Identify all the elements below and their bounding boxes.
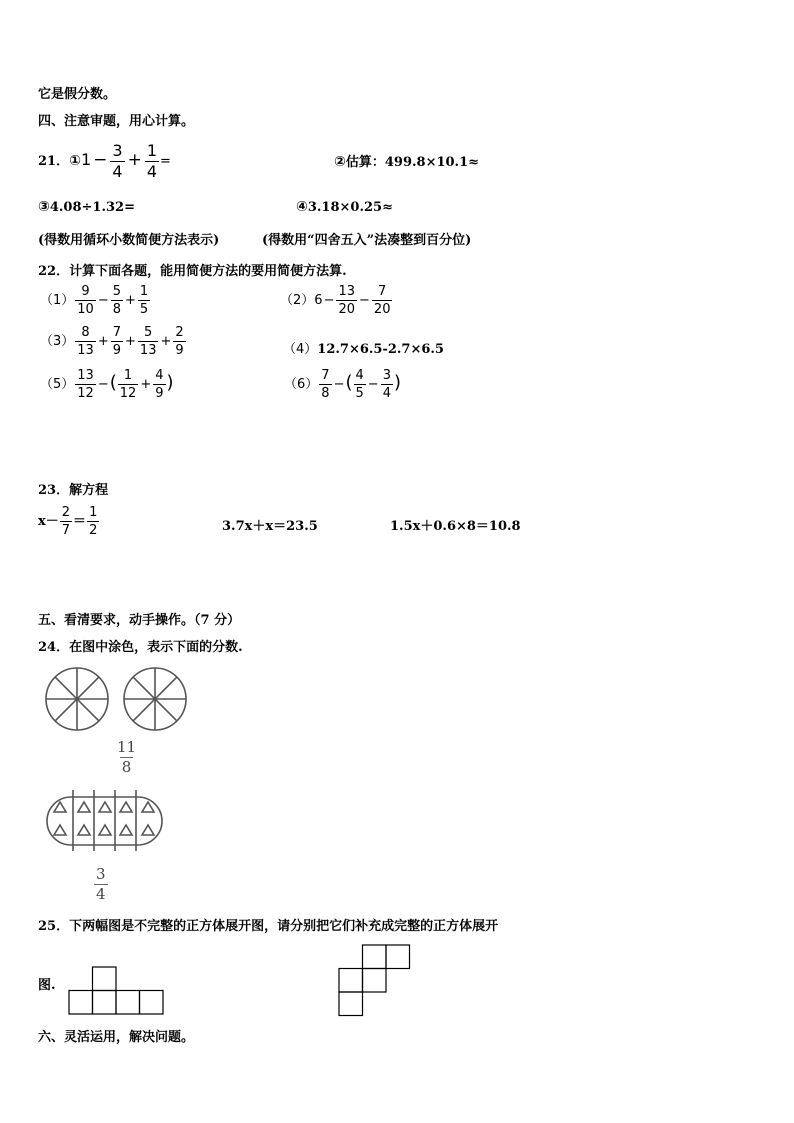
oval-triangle-figure — [46, 789, 164, 855]
numerator: 2 — [61, 505, 71, 520]
denominator: 4 — [146, 162, 158, 181]
q25-title: 25．下两幅图是不完整的正方体展开图，请分别把它们补充成完整的正方体展开 — [38, 919, 499, 934]
minus-sign: − — [93, 150, 108, 170]
q24-fraction-1 — [114, 740, 139, 775]
close-paren: ) — [166, 372, 174, 393]
close-paren: ) — [393, 372, 401, 393]
denominator: 12 — [119, 386, 137, 401]
q21-b — [334, 151, 479, 170]
denominator: 13 — [139, 343, 157, 358]
fraction — [87, 506, 99, 537]
numerator: 7 — [112, 325, 122, 340]
numerator: 3 — [112, 141, 123, 160]
q21-d-text: 3.18×0.25≈ — [307, 200, 393, 215]
open-paren: ( — [109, 372, 117, 393]
fraction — [111, 326, 123, 357]
q21-a-lead: 1 — [80, 150, 92, 169]
problem-label: （1） — [40, 293, 75, 308]
fraction — [75, 369, 96, 400]
numerator: 1 — [139, 284, 149, 299]
open-paren: ( — [345, 372, 353, 393]
q22-problem-1 — [40, 285, 151, 316]
denominator: 5 — [355, 386, 364, 401]
denominator: 9 — [112, 343, 122, 358]
minus-sign: − — [359, 293, 370, 308]
plus-sign: + — [160, 334, 172, 349]
q23-equation-2: 3.7x＋x＝23.5 — [222, 519, 318, 534]
denominator: 4 — [382, 386, 391, 401]
q22-problem-4 — [283, 338, 444, 357]
numerator: 5 — [112, 284, 122, 299]
fraction — [75, 326, 96, 357]
problem-label: （4） — [283, 342, 318, 357]
fraction — [138, 326, 159, 357]
minus-sign: − — [97, 377, 109, 392]
section-4-title: 四、注意审题，用心计算。 — [38, 114, 195, 129]
denominator: 4 — [96, 885, 106, 903]
numerator: 4 — [355, 368, 364, 383]
denominator: 12 — [77, 386, 94, 401]
circled-1: ① — [69, 153, 81, 169]
fraction — [381, 369, 393, 400]
numerator: 7 — [378, 284, 387, 299]
q21-number: 21． — [38, 154, 70, 169]
denominator: 5 — [139, 302, 149, 317]
q22-problem-6 — [284, 369, 401, 400]
q23-equation-3: 1.5x＋0.6×8＝10.8 — [390, 519, 521, 534]
equation-lead: x－ — [38, 514, 59, 529]
minus-sign: − — [97, 293, 109, 308]
numerator: 1 — [123, 368, 133, 383]
problem-label: （6） — [284, 377, 319, 392]
denominator: 20 — [338, 302, 356, 317]
numerator: 11 — [117, 738, 137, 756]
circle-figure-1 — [44, 666, 110, 732]
q24-title: 24．在图中涂色，表示下面的分数. — [38, 640, 243, 655]
numerator: 13 — [77, 368, 94, 383]
minus-sign: − — [323, 293, 335, 308]
q21-note-right: (得数用“四舍五入”法凑整到百分位) — [262, 233, 472, 248]
denominator: 8 — [121, 758, 132, 776]
fraction — [94, 867, 108, 902]
numerator: 5 — [144, 325, 153, 340]
plus-sign: + — [125, 293, 136, 308]
equals-sign: ＝ — [73, 514, 87, 529]
circled-2: ② — [334, 154, 346, 170]
q21-a — [38, 143, 171, 180]
fraction — [60, 506, 72, 537]
numerator: 4 — [155, 368, 164, 383]
numerator: 3 — [96, 865, 106, 883]
denominator: 13 — [77, 343, 94, 358]
denominator: 2 — [89, 523, 98, 538]
minus-sign: − — [333, 377, 345, 392]
numerator: 13 — [338, 284, 356, 299]
fraction — [153, 369, 165, 400]
plus-sign: + — [140, 377, 152, 392]
numerator: 3 — [382, 368, 391, 383]
q22-problem-5 — [40, 369, 174, 400]
denominator: 9 — [175, 343, 184, 358]
numerator: 1 — [146, 141, 158, 160]
problem-4-text: 12.7×6.5-2.7×6.5 — [317, 342, 444, 357]
plus-sign: + — [97, 334, 109, 349]
section-6-title: 六、灵活运用，解决问题。 — [38, 1030, 195, 1045]
circled-4: ④ — [296, 199, 308, 215]
q22-problem-3 — [40, 326, 187, 357]
problem-label: （2） — [280, 293, 315, 308]
q24-fraction-2 — [93, 867, 109, 902]
numerator: 9 — [81, 284, 90, 299]
minus-sign: − — [367, 377, 379, 392]
q21-d — [296, 199, 393, 215]
cube-net-1 — [68, 966, 166, 1016]
denominator: 8 — [112, 302, 122, 317]
plus-sign: + — [125, 334, 136, 349]
circle-figure-2 — [122, 666, 188, 732]
q21-a-frac2 — [145, 143, 159, 180]
plus-sign: + — [127, 150, 142, 170]
intro-line: 它是假分数。 — [38, 87, 117, 102]
denominator: 4 — [112, 162, 123, 181]
lead-number: 6 — [314, 293, 323, 308]
q23-equation-1 — [38, 506, 100, 537]
denominator: 8 — [321, 386, 330, 401]
fraction — [372, 285, 393, 316]
denominator: 20 — [373, 302, 391, 317]
numerator: 7 — [321, 368, 330, 383]
circled-3: ③ — [38, 199, 50, 215]
q22-title: 22．计算下面各题，能用简便方法的要用简便方法算. — [38, 264, 347, 279]
denominator: 10 — [77, 302, 94, 317]
fraction — [115, 740, 138, 775]
fraction — [319, 369, 331, 400]
equals-sign: = — [160, 154, 171, 169]
section-5-title: 五、看清要求，动手操作。（7 分） — [38, 613, 241, 628]
fraction — [336, 285, 357, 316]
q21-c-text: 4.08÷1.32= — [49, 200, 135, 215]
denominator: 7 — [61, 523, 71, 538]
q21-c — [38, 199, 135, 215]
fraction — [173, 326, 185, 357]
numerator: 2 — [175, 325, 184, 340]
cube-net-2 — [338, 944, 412, 1018]
denominator: 9 — [155, 386, 164, 401]
fraction — [354, 369, 366, 400]
q25-title-continued: 图. — [38, 978, 56, 993]
fraction — [75, 285, 96, 316]
fraction — [138, 285, 150, 316]
q21-a-frac1 — [110, 143, 124, 180]
fraction — [111, 285, 123, 316]
numerator: 8 — [81, 325, 90, 340]
problem-label: （3） — [40, 334, 75, 349]
numerator: 1 — [89, 505, 98, 520]
problem-label: （5） — [40, 377, 75, 392]
fraction — [118, 369, 139, 400]
q21-note-left: (得数用循环小数简便方法表示) — [38, 233, 220, 248]
q23-title: 23．解方程 — [38, 483, 109, 498]
q22-problem-2 — [280, 285, 393, 316]
q21-b-text: 估算：499.8×10.1≈ — [345, 155, 480, 170]
